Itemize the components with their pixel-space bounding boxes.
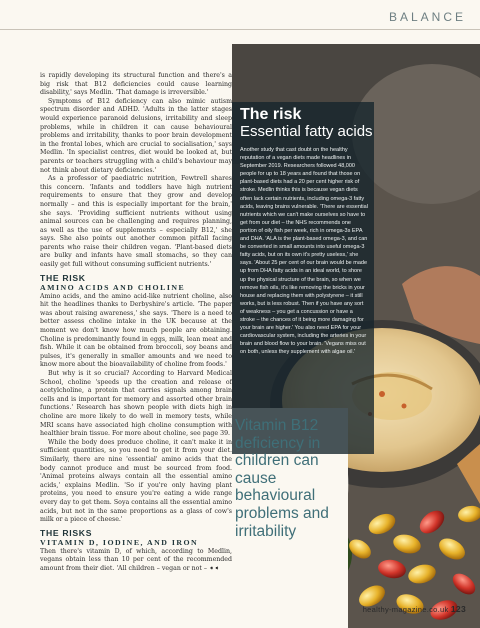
paragraph: Symptoms of B12 deficiency can also mimic autism spectrum disorder and ADHD. 'Adults in the latter stages would experience paranoid delusions, irritability and sleep problems, while in children it can cause behavioural problems and irritability, thanks to poor brain development in the frontal lobes, which are crucial to socialisation,' says Medlin. 'In specialist centres, diet would be looked at, but parents or teachers struggling with a child's behaviour may not think about dietary deficiencies.' <box>40 97 232 174</box>
section-heading: THE RISKS <box>40 527 93 538</box>
panel-subtitle: Essential fatty acids <box>240 123 373 140</box>
paragraph-text: Then there's vitamin D, of which, according to Medlin, vegans obtain less than 10 per cent of the recommended amount from their diet. 'All children – vegan or not – <box>40 547 232 572</box>
article-left-column <box>40 72 232 573</box>
section-label: BALANCE <box>388 10 466 24</box>
paragraph: But why is it so crucial? According to Harvard Medical School, choline 'speeds up the creation and release of acetylcholine, a protein that carries signals among brain cells and is important for memory and assorted other brain functions.' Research has shown people with diets high in choline are more likely to do well in memory tests, while MRI scans have associated high choline consumption with healthier brain tissue. For more about choline, see page 39. <box>40 370 232 438</box>
paragraph: is rapidly developing its structural function and there's a big risk that B12 deficiencies could cause learning disability,' says Medlin. 'That damage is irreversible.' <box>40 72 232 97</box>
header-rule <box>0 29 480 30</box>
section-subheading: VITAMIN D, IODINE, AND IRON <box>40 537 199 547</box>
site-url: healthy-magazine.co.uk <box>362 605 449 614</box>
panel-title: The risk <box>240 106 302 123</box>
panel-body: Another study that cast doubt on the healthy reputation of a vegan diets made headlines in September 2019. Researchers followed 48,000 people for up to 18 years and found that those on plant-based diets had a 20 per cent higher risk of stroke. Medlin thinks this is because vegan diets often lack certain nutrients, including omega-3 fatty acids, leaving brains vulnerable. 'There are essential nutrients which we can't make ourselves so have to get from our diet – the NHS recommends one portion of oily fish per week, rich in omega-3s EPA and DHA. 'ALA is the plant-based omega-3, and can be converted in small amounts into useful omega-3 fatty acids, but on its own it's pretty useless,' she says. 'About 25 per cent of our brain would be made up from DHA fatty acids in an ideal world, to shore up the physical structure of the brain, so when we remove fish oils, it's like removing the bricks in your house and replacing them with polystyrene – it still works, but is less robust. Then if you have any sort of weakness – you get a concussion or have a stroke – the chances of it being more damaging for your brain are higher.' You also need EPA for your cardiovascular system, including the arteries in your brain and blood flow to your brain. 'Vegans miss out on both, unless they supplement with algae oil.' <box>240 147 368 356</box>
section-heading: THE RISK <box>40 272 86 283</box>
page-footer <box>363 604 466 614</box>
sidebar-panel <box>232 102 374 454</box>
paragraph: As a professor of paediatric nutrition, Fewtrell shares this concern. 'Infants and toddlers have high nutrient requirements to ensure that they grow and develop normally – and this is especially important for the brain,' she says. 'Providing sufficient nutrients without using animal sources can be challenging and requires planning, as well as the use of supplements – especially B12,' she says. She also points out another common pitfall facing parents who raise their children vegan. 'Plant-based diets are bulky and infants have small stomachs, so they can easily get full without consuming sufficient nutrients.' <box>40 175 232 269</box>
pull-quote: Vitamin B12 deficiency in children can cause behavioural problems and irritability <box>235 417 329 540</box>
paragraph: Amino acids, and the amino acid-like nutrient choline, also hit the headlines thanks to Derbyshire's article. 'The paper was about raising awareness,' she says. 'There is a need to better assess choline intake in the UK because at the moment we don't know how much people are obtaining. Choline is predominantly found in eggs, milk, lean meat and fish. While it can be obtained from broccoli, soy beans and pulses, it's generally in smaller amounts and we need to know more about the bioavailability of choline from foods.' <box>40 292 232 369</box>
paragraph <box>40 548 232 574</box>
arrow-continue-icon: ➧➧ <box>209 564 220 572</box>
section-subheading: AMINO ACIDS AND CHOLINE <box>40 282 186 292</box>
page-number: 123 <box>450 604 466 614</box>
paragraph: While the body does produce choline, it can't make it in sufficient quantities, so you need to get it from your diet. Similarly, there are nine 'essential' amino acids that the body cannot produce and must be sourced from food. 'Animal proteins always contain all the essential amino acids,' explains Medlin. 'So if you're only having plant proteins, you need to ensure you're eating a wide range every day to get them. Soya contains all the essential amino acids, but not in the same proportions as a glass of cow's milk or a piece of cheese.' <box>40 438 232 524</box>
